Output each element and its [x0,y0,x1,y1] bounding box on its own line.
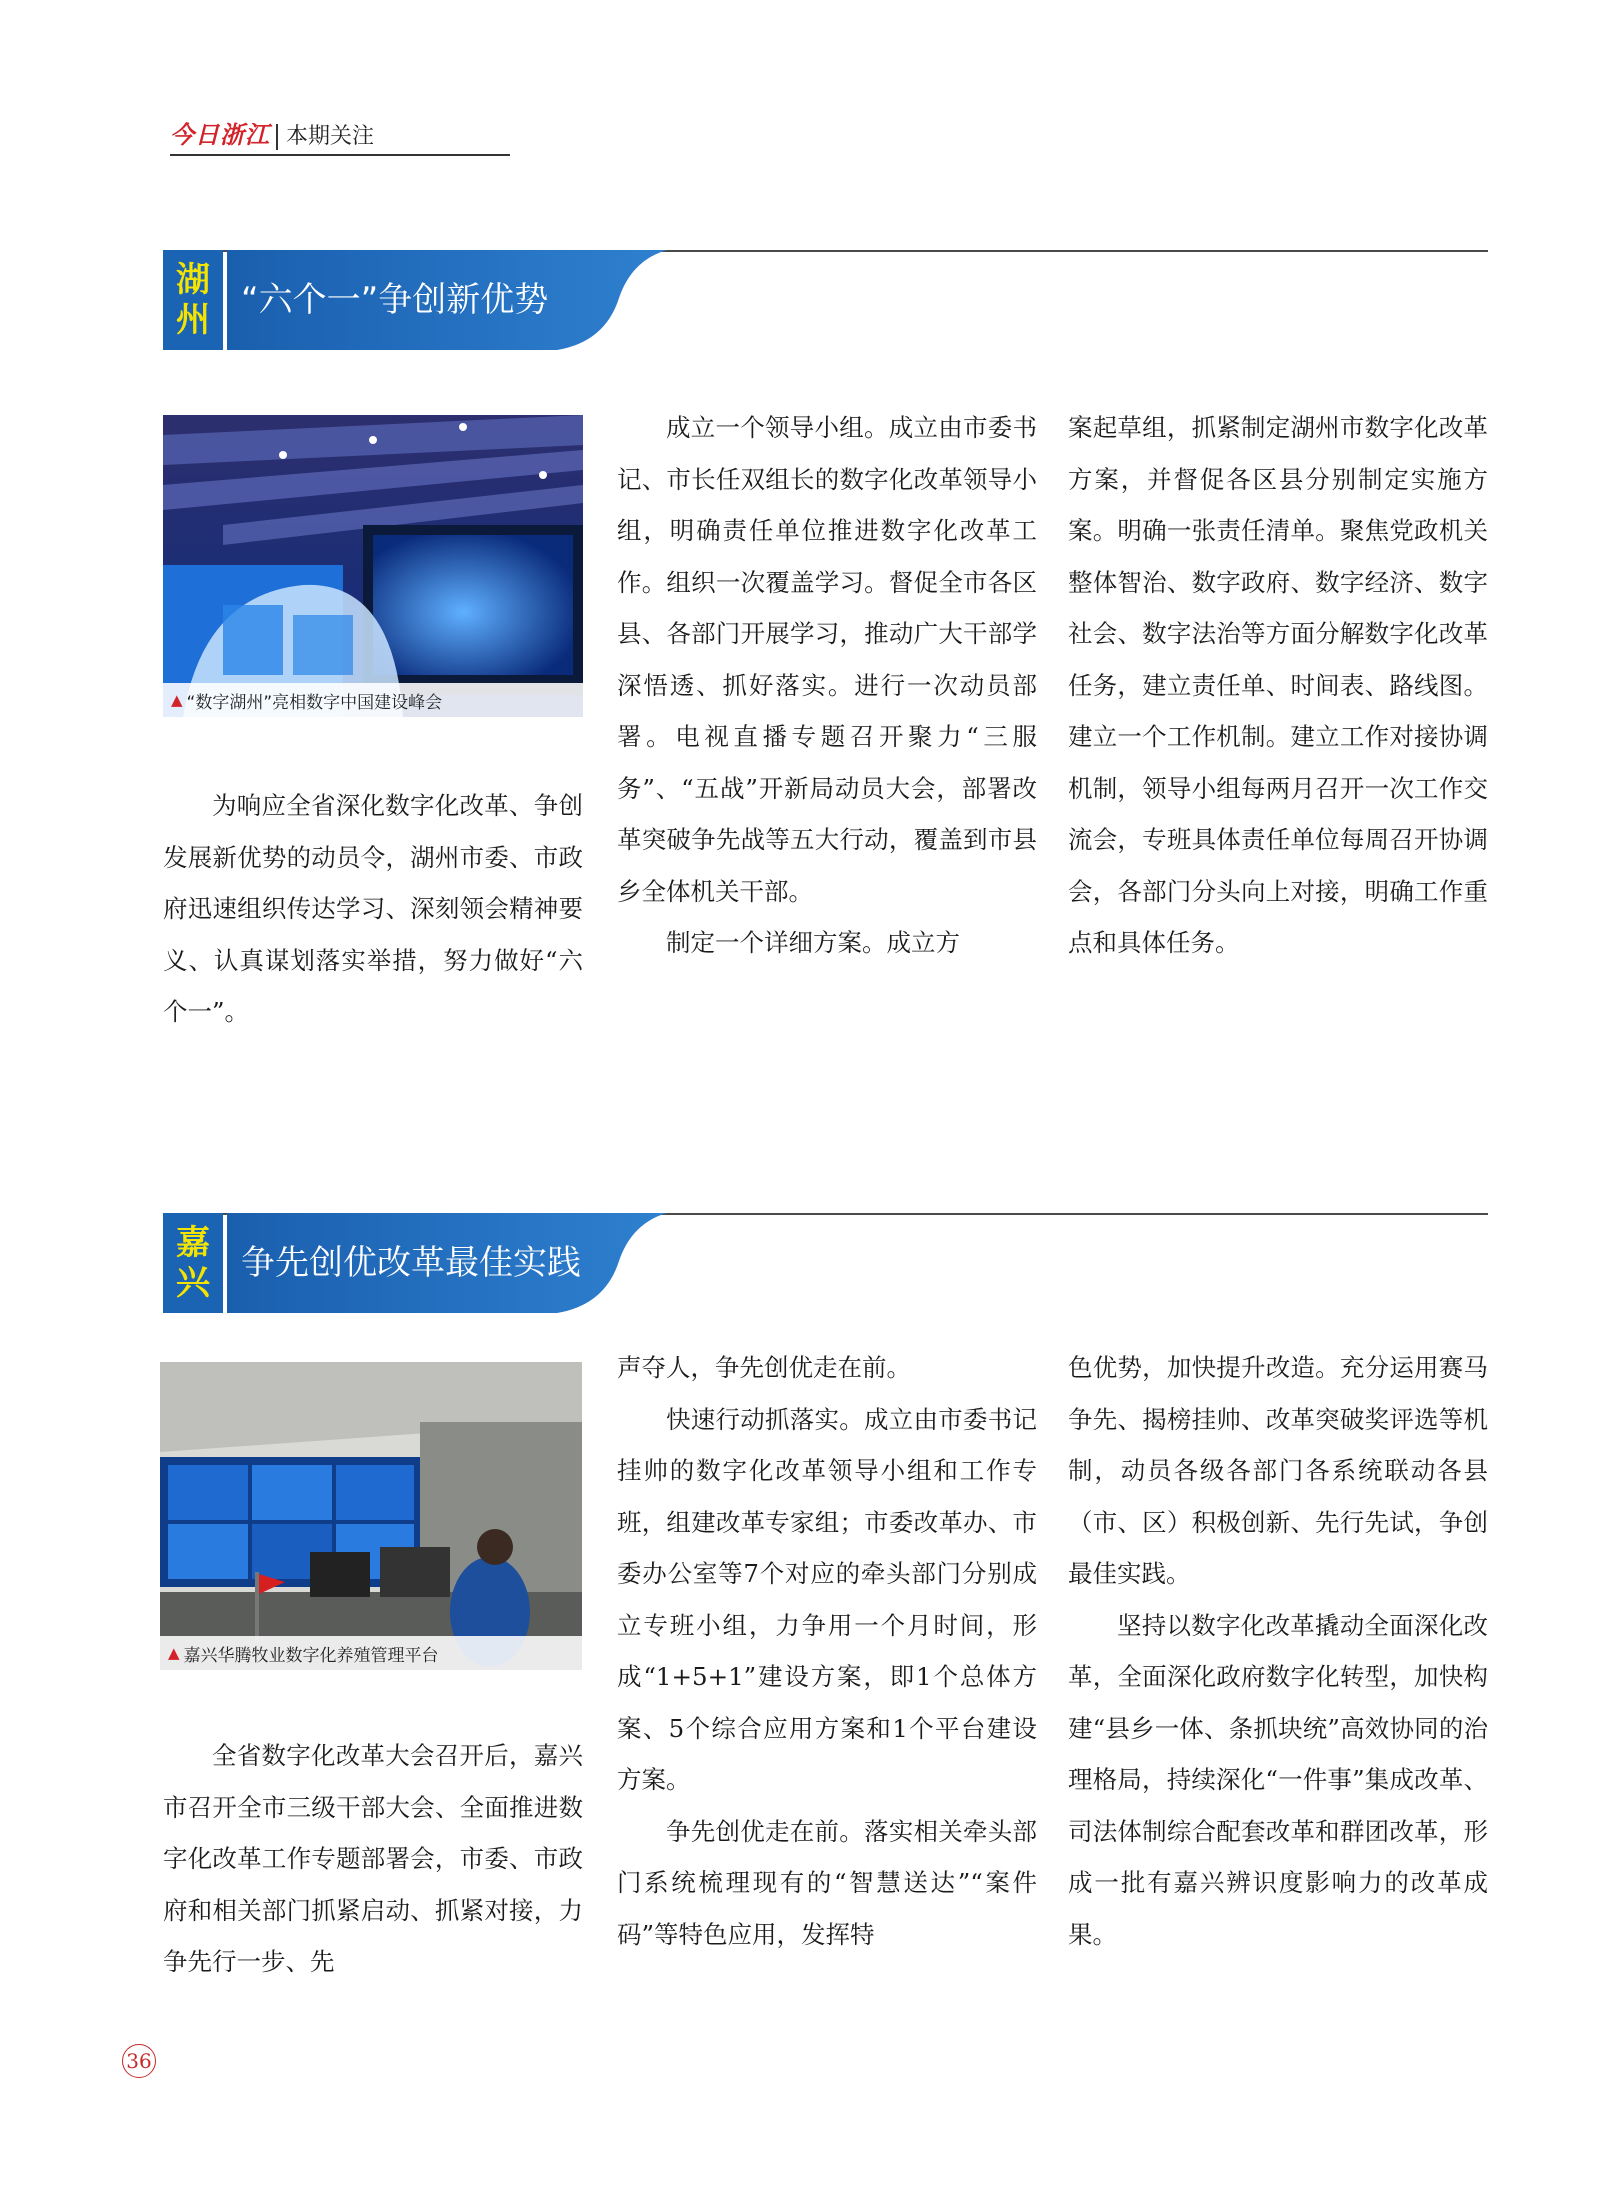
huzhou-photo [163,415,583,717]
exhibition-hall-image [163,415,583,717]
photo-caption-jiaxing [160,1636,582,1670]
jiaxing-photo [160,1362,582,1670]
paragraph: 制定一个详细方案。成立方 [666,928,960,957]
paragraph: 案起草组，抓紧制定湖州市数字化改革方案，并督促各区县分别制定实施方案。明确一张责任清单。聚焦党政机关整体智治、数字政府、数字经济、数字社会、数字法治等方面分解数字化改革任务，建立责任单、时间表、路线图。建立一个工作机制。建立工作对接协调机制，领导小组每两月召开一次工作交流会，专班具体责任单位每周召开协调会，各部门分头向上对接，明确工作重点和具体任务。 [1068,413,1488,957]
section-name: 本期关注 [286,124,375,149]
paragraph: 坚持以数字化改革撬动全面深化改革，全面深化政府数字化转型，加快构建“县乡一体、条抓块统”高效协同的治理格局，持续深化“一件事”集成改革、司法体制综合配套改革和群团改革，形成一批有嘉兴辨识度影响力的改革成果。 [1068,1610,1488,1949]
section-title-huzhou: “六个一”争创新优势 [241,280,549,320]
header-divider [276,124,278,150]
paragraph: 快速行动抓落实。成立由市委书记挂帅的数字化改革领导小组和工作专班，组建改革专家组；市委改革办、市委办公室等7个对应的牵头部门分别成立专班小组，力争用一个月时间，形成“1+5+1”建设方案，即1个总体方案、5个综合应用方案和1个平台建设方案。 [617,1404,1037,1794]
caption-text: 嘉兴华腾牧业数字化养殖管理平台 [183,1645,439,1666]
paragraph: 全省数字化改革大会召开后，嘉兴市召开全市三级干部大会、全面推进数字化改革工作专题部署会，市委、市政府和相关部门抓紧启动、抓紧对接，力争先行一步、先 [163,1741,583,1976]
city-tag-char: 兴 [176,1263,210,1303]
city-tag-jiaxing [163,1213,223,1313]
city-tag-char: 湖 [176,260,210,300]
page-number: 36 [122,2044,156,2078]
city-tag-char: 嘉 [176,1223,210,1263]
jiaxing-col1 [163,1730,583,1988]
jiaxing-banner [163,1213,1488,1313]
control-room-image [160,1362,582,1670]
huzhou-col2 [617,402,1037,969]
photo-caption-huzhou [163,683,583,717]
huzhou-col3 [1068,402,1488,969]
city-tag-huzhou [163,250,223,350]
paragraph: 成立一个领导小组。成立由市委书记、市长任双组长的数字化改革领导小组，明确责任单位推进数字化改革工作。组织一次覆盖学习。督促全市各区县、各部门开展学习，推动广大干部学深悟透、抓好落实。进行一次动员部署。电视直播专题召开聚力“三服务”、“五战”开新局动员大会，部署改革突破争先战等五大行动，覆盖到市县乡全体机关干部。 [617,413,1037,906]
section-title-jiaxing: 争先创优改革最佳实践 [241,1243,581,1283]
paragraph: 为响应全省深化数字化改革、争创发展新优势的动员令，湖州市委、市政府迅速组织传达学习、深刻领会精神要义、认真谋划落实举措，努力做好“六个一”。 [163,791,583,1026]
paragraph: 争先创优走在前。落实相关牵头部门系统梳理现有的“智慧送达”“案件码”等特色应用，发挥特 [617,1816,1037,1949]
magazine-logo: 今日浙江 [170,120,270,149]
caption-marker-icon: ▲ [171,691,183,709]
paragraph: 色优势，加快提升改造。充分运用赛马争先、揭榜挂帅、改革突破奖评选等机制，动员各级各部门各系统联动各县（市、区）积极创新、先行先试，争创最佳实践。 [1068,1353,1488,1588]
paragraph: 声夺人，争先创优走在前。 [617,1353,911,1382]
caption-marker-icon: ▲ [168,1644,180,1662]
caption-text: “数字湖州”亮相数字中国建设峰会 [186,692,443,713]
city-tag-char: 州 [176,300,210,340]
huzhou-col1 [163,780,583,1038]
jiaxing-col3 [1068,1342,1488,1960]
jiaxing-col2 [617,1342,1037,1960]
running-header [170,120,510,156]
huzhou-banner [163,250,1488,350]
